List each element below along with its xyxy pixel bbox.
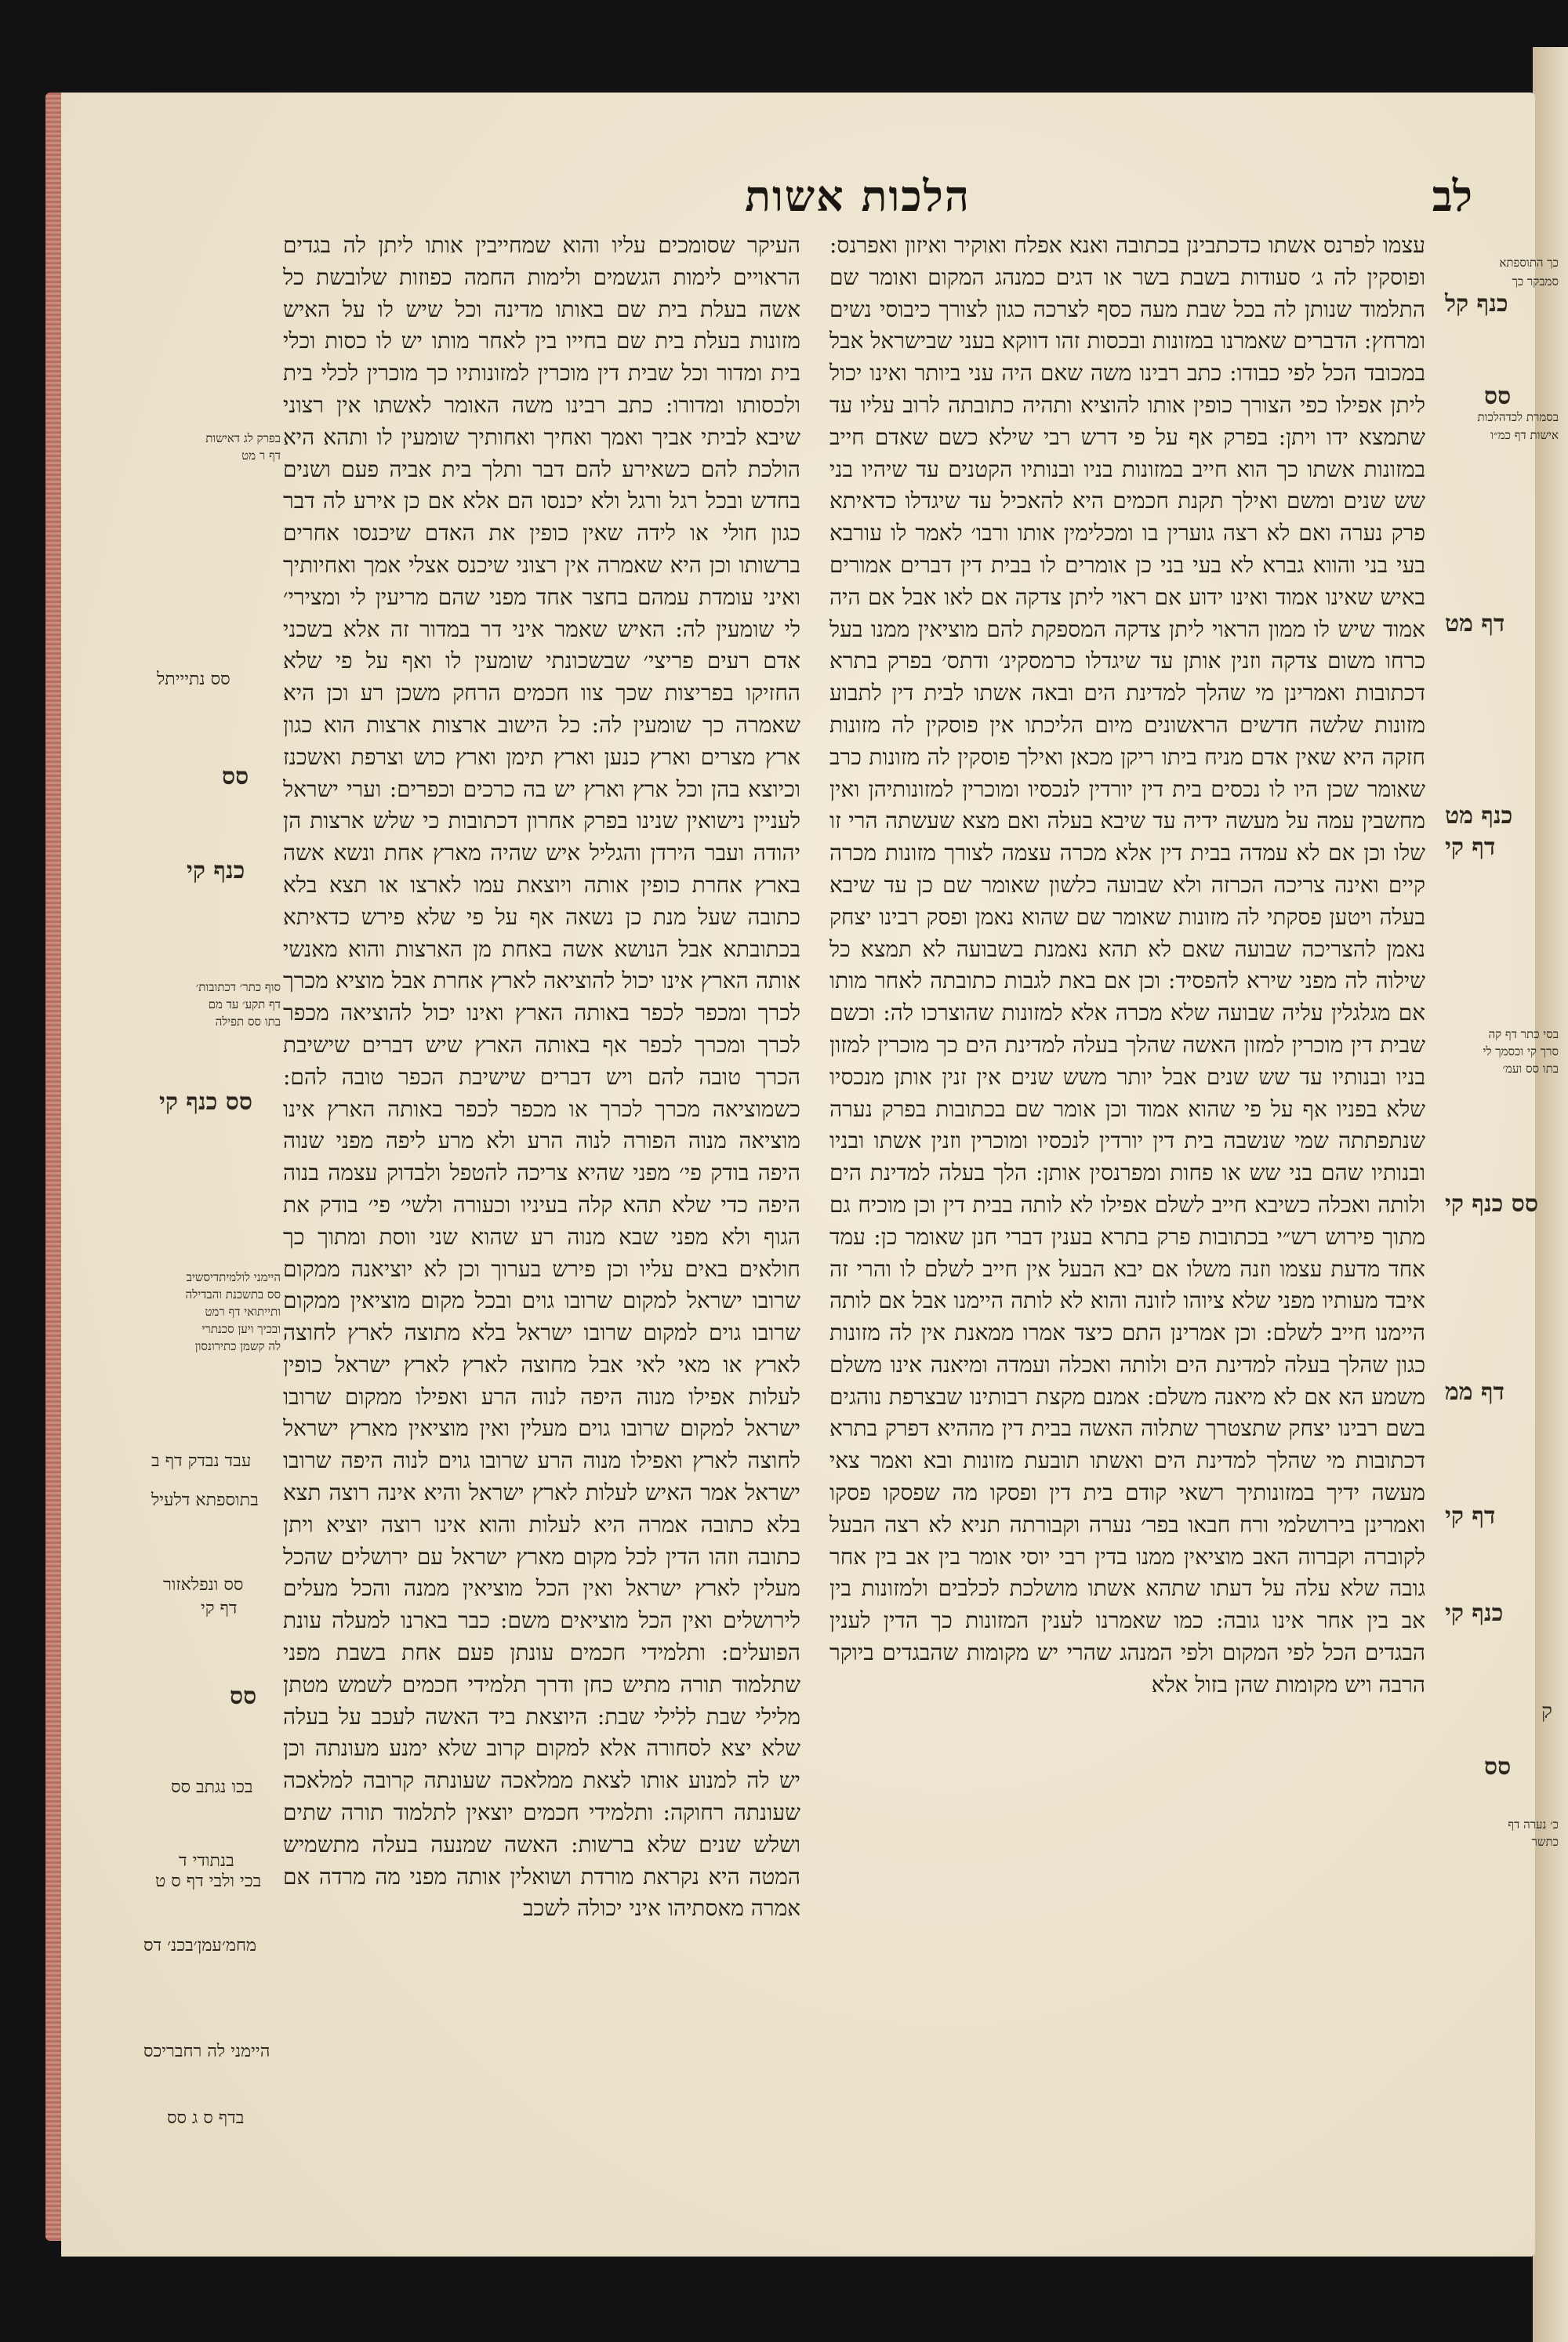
margin-note: כנף קי — [187, 857, 245, 884]
margin-note: סס — [1484, 383, 1512, 410]
text-column-left — [283, 230, 800, 2166]
margin-note: סס — [1484, 1753, 1512, 1781]
margin-note: ותייתואי דף רמט — [205, 1305, 281, 1319]
margin-note: בסמרת לכדהלכות — [1477, 410, 1559, 424]
running-header — [296, 171, 1472, 226]
margin-note: לה קשמן כתירונסון — [194, 1339, 281, 1353]
margin-note: סרך קי וכסמך לי — [1483, 1044, 1559, 1058]
facing-page-letter: ק — [1541, 1700, 1552, 1723]
margin-note: אישות דף כמ״ו — [1490, 428, 1559, 442]
margin-note: דף מט — [1445, 610, 1505, 637]
margin-note: דף ר מט — [241, 448, 281, 463]
margin-note: עבד נבדק דף ב — [151, 1451, 252, 1471]
margin-note: דף קי — [1445, 1502, 1496, 1530]
margin-note: בפרק לג דאישות — [205, 431, 281, 445]
margin-note: כ׳ נערה דף — [1508, 1817, 1559, 1832]
margin-note: היימני לה רחבריכס — [143, 2042, 270, 2061]
margin-note: סס נתיייתל — [157, 670, 230, 689]
margin-note: בתוספתא דלעיל — [151, 1491, 259, 1510]
margin-note: בסי כתר דף קה — [1488, 1027, 1559, 1041]
margin-note: סס — [222, 763, 249, 790]
margin-note: בנתודי ד — [179, 1851, 234, 1871]
margin-note: סס — [230, 1683, 257, 1710]
margin-note: בתו סס ועמ׳ — [1502, 1062, 1559, 1076]
margin-note: דף ממ — [1445, 1378, 1504, 1406]
column-text-left: העיקר שסומכים עליו והוא שמחייבין אותו ליתן לה בגדים הראויים לימות הגשמים ולימות החמה כפוזות שלובשת כל אשה בעלת בית שם באותו מדינה וכל שיש לו על האיש מזונות בעלת בית שם בחייו בין לאחר מותו יש לו כסות וכלי בית ומדור וכל שבית דין מוכרין למזונותיו כך מוכרין לכלי בית ולכסותו ומדורו: כתב רבינו משה האומר לאשתו אין רצוני שיבא לביתי אביך ואמך ואחיך ואחותיך שומעין לו ותהא היא הולכת להם כשאירע להם דבר ותלך בית אביה פעם ושנים בחדש ובכל רגל ורגל ולא יכנסו הם אלא אם כן אירע לה דבר כגון חולי או לידה שאין כופין את האדם שיכנסו אחרים ברשותו וכן היא שאמרה אין רצוני שיכנס אצלי אמך ואחיותיך ואיני עומדת עמהם בחצר אחד מפני שהם מריעין לי ומצירי׳ לי שומעין לה: האיש שאמר איני דר במדור זה אלא בשכני אדם רעים פריצי׳ שבשכונתי שומעין לו ואף על פי שלא החזיקו בפריצות שכך צוו חכמים הרחק משכן רע וכן היא שאמרה כך שומעין לה: כל הישוב ארצות ארצות הוא כגון ארץ מצרים וארץ כנען וארץ תימן וארץ כוש וצרפת ואשכנז וכיוצא בהן וכל ארץ וארץ יש בה כרכים וכפרים: וערי ישראל לעניין נישואין שנינו בפרק אחרון דכתובות כי שלש ארצות הן יהודה ועבר הירדן והגליל איש שהיה מארץ אחת ונשא אשה בארץ אחרת כופין אותה ויוצאת עמו לארצו או תצא בלא כתובה שעל מנת כן נשאה אף על פי שלא פירש כדאיתא בכתובתא אבל הנושא אשה באחת מן הארצות והוא מאנשי אותה הארץ אינו יכול להוציאה לארץ אחרת אבל מוציא מכרך לכרך ומכפר לכפר באותה הארץ ואינו יכול להוציאה מכפר לכרך ומכרך לכפר אף באותה הארץ שיש דברים שישיבת הכרך טובה להם ויש דברים שישיבת הכפר טובה להם: כשמוציאה מכרך לכרך או מכפר לכפר באותה הארץ אינו מוציאה מנוה הפורה לנוה הרע ולא מרע ליפה מפני שנוה היפה בודק פי׳ מפני שהיא צריכה להטפל ולבדוק עצמה בנוה היפה כדי שלא תהא קלה בעיניו וכעורה ולשי׳ פי׳ בודק את הגוף ולא מפני שבא מנוה רע שהוא שני ווסת ומתוך כך חולאים באים עליו וכן פירש בערוך וכן לא יוציאנה ממקום שרובו ישראל למקום שרובו גוים ובכל מקום מוציאין ממקום שרובו גוים למקום שרובו ישראל בלא מתוצה לארץ לחוצה לארץ או מאי לאי אבל מחוצה לארץ לארץ ישראל כופין לעלות אפילו מנוה היפה לנוה הרע ואפילו ממקום שרובו ישראל למקום שרובו גוים מעלין ואין מוציאין מארץ ישראל לחוצה לארץ ואפילו מנוה הרע שרובו גוים לנוה היפה שרובו ישראל אמר האיש לעלות לארץ ישראל והיא אינה רוצה תצא בלא כתובה אמרה היא לעלות והוא אינו רוצה יוציא ויתן כתובה וזהו הדין לכל מקום מארץ ישראל עם ירושלים שהכל מעלין לארץ ישראל ואין הכל מוציאין ממנה והכל מעלים לירושלים ואין הכל מוציאים משם: כבר בארנו למעלה עונת הפועלים: ותלמידי חכמים עונתן פעם אחת בשבת מפני שתלמוד תורה מתיש כחן ודרך תלמידי חכמים לשמש מטתן מלילי שבת ללילי שבת: היוצאת ביד האשה לעכב על בעלה שלא יצא לסחורה אלא למקום קרוב שלא ימנע מעונתה וכן יש לה למנוע אותו לצאת ממלאכה שעונתה קרובה למלאכה שעונתה רחוקה: ותלמידי חכמים יוצאין לתלמוד תורה שתים ושלש שנים שלא ברשות: האשה שמנעה בעלה מתשמיש המטה היא נקראת מורדת ושואלין אותה מפני מה מרדה אם אמרה מאסתיהו איני יכולה לשכב — [283, 232, 800, 1922]
margin-note: סוף כתר׳ דכתובות׳ — [195, 980, 281, 994]
margin-note: כתשר — [1531, 1835, 1559, 1849]
margin-note: סמבקר כך — [1512, 274, 1559, 289]
margin-note: היימני לולמיתדיסשיב — [186, 1270, 281, 1284]
margin-note: סס ונפלאזור — [163, 1575, 244, 1595]
margin-note: מחמ׳עמן׳בכנ׳ דס — [143, 1936, 257, 1955]
margin-note: דף תקע׳ עד מם — [208, 997, 281, 1011]
margin-note: בכי ולבי דף ס ט — [155, 1872, 262, 1891]
margin-note: סס כנף קי — [1445, 1190, 1538, 1218]
margin-note: כנף מט — [1445, 802, 1513, 830]
margin-note: כנף קי — [1445, 1599, 1504, 1627]
margin-note: כנף קל — [1445, 290, 1508, 318]
margin-note: בדף ס ג סס — [167, 2108, 245, 2128]
margin-note: כך התוספתא — [1499, 256, 1559, 270]
margin-note: דף קי — [1445, 833, 1496, 861]
margin-note: סס בתשכנת והבדילה — [185, 1287, 281, 1302]
margin-note: בכו נגתב סס — [171, 1777, 253, 1797]
book-page — [61, 93, 1559, 2257]
folio-number: לב — [1432, 171, 1472, 221]
header-title: הלכות אשות — [745, 171, 971, 221]
margin-note: ובכיך ויען סכנתרי — [201, 1322, 281, 1336]
text-column-right — [829, 230, 1425, 2206]
column-text-right: עצמו לפרנס אשתו כדכתבינן בכתובה ואנא אפלח ואוקיר ואיזון ואפרנס: ופוסקין לה ג׳ סעודות בשבת בשר או דגים כמנהג המקום ואומר שם התלמוד שנותן לה בכל שבת מעה כסף לצרכה כגון לצורך כיבוסי נשים ומרחץ: הדברים שאמרנו במזונות ובכסות זהו דווקא בעני שבישראל אבל במכובד הכל לפי כבודו: כתב רבינו משה שאם היה עני ביותר ואינו יכול ליתן אפילו כפי הצורך כופין אותו להוציא ותהיה כתובתה לרוב עליו עד שתמצא ידו ויתן: בפרק אף על פי דרש רבי שילא כשם שאדם חייב במזונות אשתו כך הוא חייב במזונות בניו ובנותיו הקטנים עד שיהיו בני שש שנים ומשם ואילך תקנת חכמים היא להאכיל עד שיגדלו כדאיתא פרק נערה ואם לא רצה גוערין בו ומכלימין אותו ורבו׳ לאמר לו עורבא בעי בני והווא גברא לא בעי בני כן אומרים לו בבית דין דברים אמורים באיש שאינו אמוד ואינו ידוע אם ראוי ליתן צדקה אם לאו אבל אם היה אמוד שיש לו ממון הראוי ליתן צדקה המספקת להם מוציאין ממנו בעל כרחו משום צדקה וזנין אותן עד שיגדלו כרמסקינ׳ ודתס׳ בפרק בתרא דכתובות ואמרינן מי שהלך למדינת הים ובאה אשתו לבית דין לתבוע מזונות שלשה חדשים הראשונים מיום הליכתו אין פוסקין לה מזונות חזקה היא שאין אדם מניח ביתו ריקן מכאן ואילך פוסקין לה מזונות כרב שאומר שכן היו לו נכסים בית דין יורדין לנכסיו ומוכרין למזונותיהן ואין מחשבין עמה על מעשה ידיה עד שיבא בעלה ואם מצא שעשתה הרי זו שלו וכן אם לא עמדה בבית דין אלא מכרה עצמה לצורך מזונות מכרה קיים ואינה צריכה הכרזה ולא שבועה כלשון שאומר שם כן עד שיבא בעלה ויטען פסקתי לה מזונות שאומר שם שהוא נאמן ופסק רבינו יצחק נאמן להצריכה שבועה שאם לא תהא נאמנת בשבועה לא תמצא כל שילוה לה מפני שירא להפסיד: וכן אם באת לגבות כתובתה לאחר מותו אם מגלגלין עליה שבועה שלא מכרה אלא למזונות שהוצרכו לה: וכשם שבית דין מוכרין למזון האשה שהלך בעלה למדינת הים כך מוכרין למזון בניו ובנותיו עד שש שנים אבל יותר משש שנים אין זנין אותן מנכסיו שלא בפניו אף על פי שהוא אמוד וכן אומר שם בכתובות בפרק נערה שנתפתתה שמי שנשבה בית דין יורדין לנכסיו ומוכרין וזנין אשתו ובניו ובנותיו שהם בני שש או פחות ומפרנסין אותן: הלך בעלה למדינת הים ולותה ואכלה כשיבא חייב לשלם אפילו לא לותה בבית דין וכן מוכיח גם מתוך פירוש רש״י בכתובות פרק בתרא בענין דברי חנן שאומר כן: עמד אחד מדעת עצמו וזנה משלו אם יבא הבעל אין חייב לשלם לו והרי זה איבד מעותיו מפני שלא ציוהו לזונה והוא לא לותה היימנו אבל אם לותה היימנו חייב לשלם: וכן אמרינן התם כיצד אמרו ממאנת אין לה מזונות כגון שהלך בעלה למדינת הים ולותה ואכלה ועמדה ומיאנה אינו משלם משמע הא אם לא מיאנה משלם: אמנם מקצת רבותינו שבצרפת נוהגים בשם רבינו יצחק שתצטרך שתלוה האשה בבית דין מההיא דפרק בתרא דכתובות מי שהלך למדינת הים ואשתו תובעת מזונות ובא ואמר צאי מעשה ידיך במזונותיך רשאי קודם בית דין ופסקו מה שפסקו פסקו ואמרינן בירושלמי ורח חבאו בפר׳ נערה וקבורתה תניא לא רצה הבעל לקוברה וקברוה האב מוציאין ממנו בדין רבי יוסי אומר בין אב בין אחר גובה שלא עלה על דעתו שתהא אשתו מושלכת לכלבים ולמזונות בין אב בין אחר אינו גובה: כמו שאמרנו לענין המזונות כך הדין לענין הבגדים הכל לפי המקום ולפי המנהג שהרי יש מקומות שהבגדים ביוקר הרבה ויש מקומות שהן בזול אלא — [829, 232, 1425, 1697]
margin-note: דף קי — [201, 1599, 238, 1618]
margin-note: סס כנף קי — [159, 1088, 252, 1116]
margin-note: בתו סס תפילה — [215, 1015, 281, 1029]
